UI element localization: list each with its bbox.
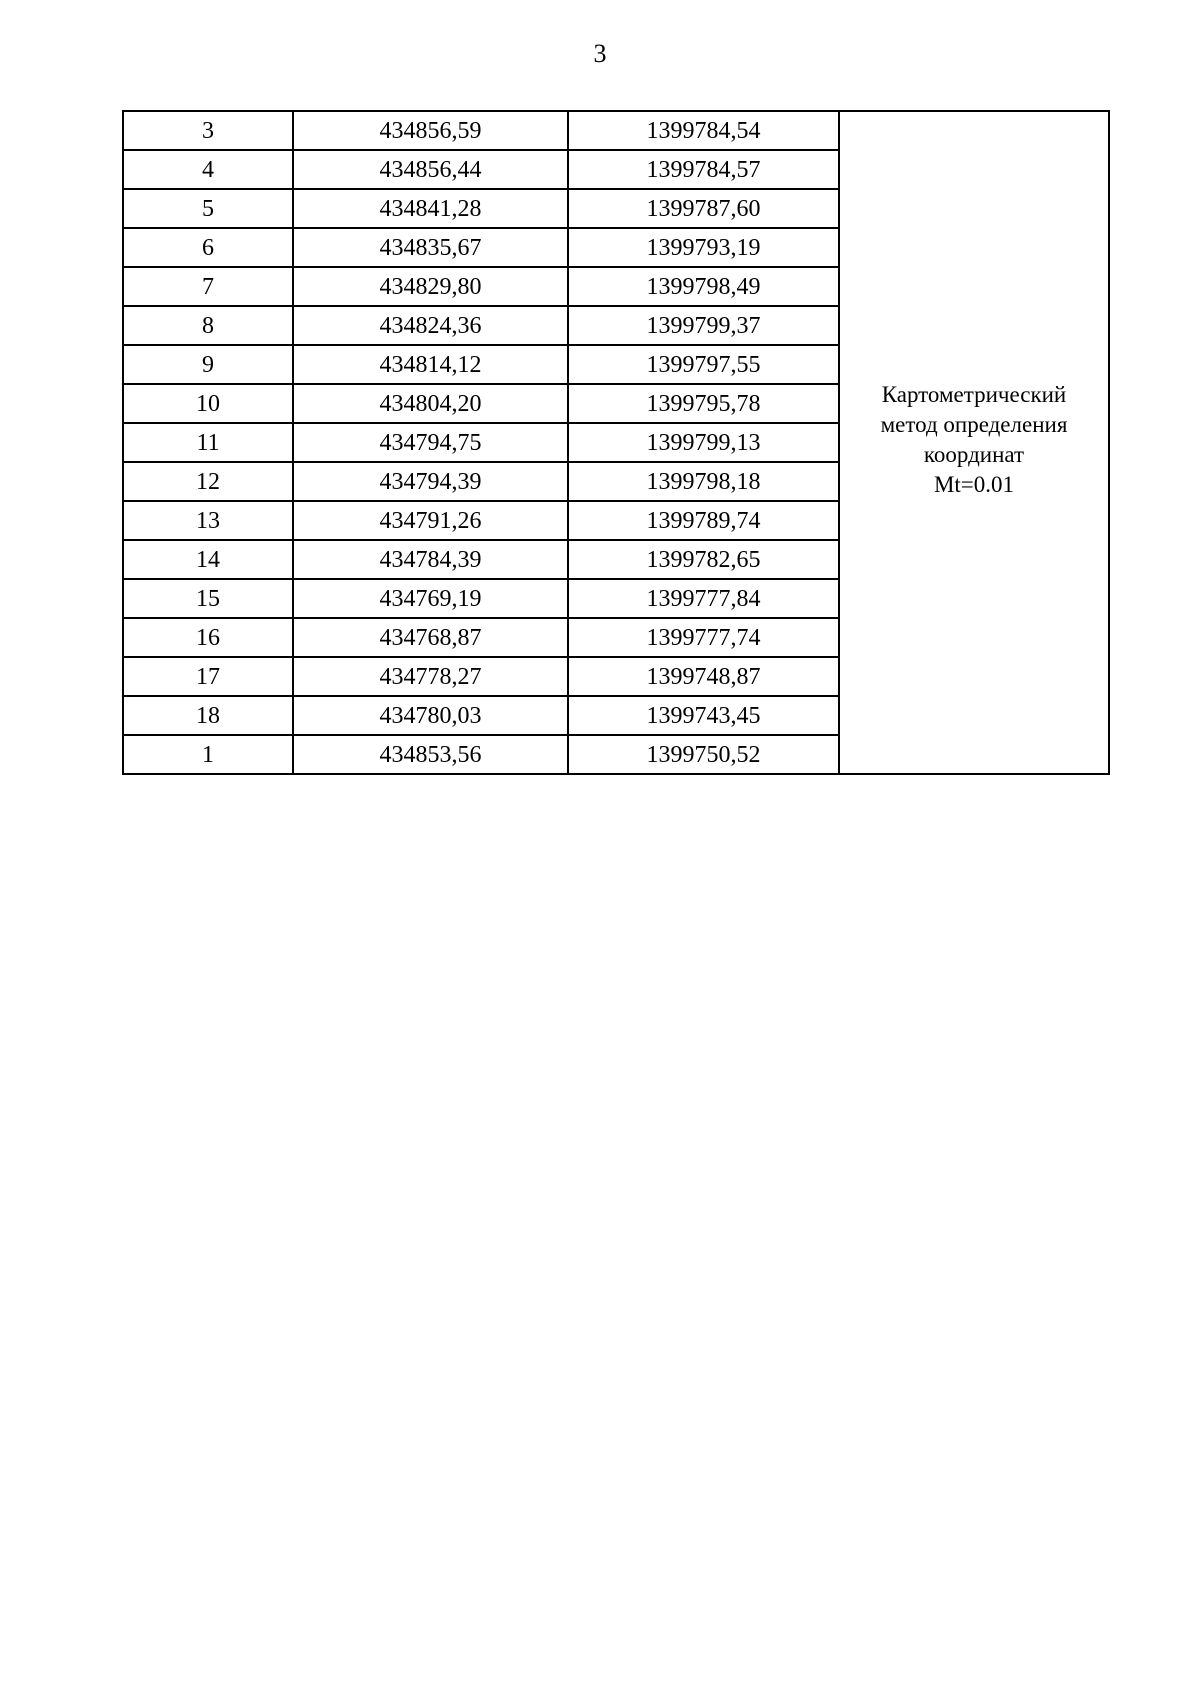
- y-coordinate-cell: 1399797,55: [568, 345, 839, 384]
- point-number-cell: 10: [123, 384, 293, 423]
- point-number-cell: 15: [123, 579, 293, 618]
- point-number-cell: 16: [123, 618, 293, 657]
- method-cell: [839, 111, 1109, 774]
- y-coordinate-cell: 1399793,19: [568, 228, 839, 267]
- point-number-cell: 12: [123, 462, 293, 501]
- point-number-cell: 4: [123, 150, 293, 189]
- x-coordinate-cell: 434841,28: [293, 189, 568, 228]
- x-coordinate-cell: 434768,87: [293, 618, 568, 657]
- point-number-cell: 7: [123, 267, 293, 306]
- x-coordinate-cell: 434814,12: [293, 345, 568, 384]
- y-coordinate-cell: 1399777,74: [568, 618, 839, 657]
- method-text: Картометрический: [881, 381, 1067, 407]
- x-coordinate-cell: 434856,59: [293, 111, 568, 150]
- y-coordinate-cell: 1399777,84: [568, 579, 839, 618]
- x-coordinate-cell: 434856,44: [293, 150, 568, 189]
- method-text: координат: [923, 441, 1025, 467]
- x-coordinate-cell: 434778,27: [293, 657, 568, 696]
- y-coordinate-cell: 1399784,57: [568, 150, 839, 189]
- x-coordinate-cell: 434835,67: [293, 228, 568, 267]
- x-coordinate-cell: 434769,19: [293, 579, 568, 618]
- x-coordinate-cell: 434780,03: [293, 696, 568, 735]
- y-coordinate-cell: 1399789,74: [568, 501, 839, 540]
- y-coordinate-cell: 1399743,45: [568, 696, 839, 735]
- point-number-cell: 5: [123, 189, 293, 228]
- y-coordinate-cell: 1399798,49: [568, 267, 839, 306]
- y-coordinate-cell: 1399750,52: [568, 735, 839, 774]
- method-text: метод определения: [880, 411, 1068, 437]
- x-coordinate-cell: 434853,56: [293, 735, 568, 774]
- y-coordinate-cell: 1399748,87: [568, 657, 839, 696]
- point-number-cell: 8: [123, 306, 293, 345]
- x-coordinate-cell: 434791,26: [293, 501, 568, 540]
- y-coordinate-cell: 1399787,60: [568, 189, 839, 228]
- point-number-cell: 6: [123, 228, 293, 267]
- y-coordinate-cell: 1399795,78: [568, 384, 839, 423]
- y-coordinate-cell: 1399799,37: [568, 306, 839, 345]
- point-number-cell: 9: [123, 345, 293, 384]
- x-coordinate-cell: 434804,20: [293, 384, 568, 423]
- point-number-cell: 14: [123, 540, 293, 579]
- y-coordinate-cell: 1399784,54: [568, 111, 839, 150]
- coordinates-table: [122, 110, 1110, 775]
- coordinates-table-body: [123, 111, 1109, 774]
- x-coordinate-cell: 434824,36: [293, 306, 568, 345]
- point-number-cell: 13: [123, 501, 293, 540]
- y-coordinate-cell: 1399799,13: [568, 423, 839, 462]
- y-coordinate-cell: 1399782,65: [568, 540, 839, 579]
- method-text: Mt=0.01: [933, 471, 1015, 497]
- table-row: [123, 111, 1109, 150]
- point-number-cell: 11: [123, 423, 293, 462]
- y-coordinate-cell: 1399798,18: [568, 462, 839, 501]
- x-coordinate-cell: 434784,39: [293, 540, 568, 579]
- page-number: 3: [593, 39, 607, 68]
- x-coordinate-cell: 434794,39: [293, 462, 568, 501]
- point-number-cell: 17: [123, 657, 293, 696]
- point-number-cell: 3: [123, 111, 293, 150]
- x-coordinate-cell: 434829,80: [293, 267, 568, 306]
- x-coordinate-cell: 434794,75: [293, 423, 568, 462]
- point-number-cell: 18: [123, 696, 293, 735]
- point-number-cell: 1: [123, 735, 293, 774]
